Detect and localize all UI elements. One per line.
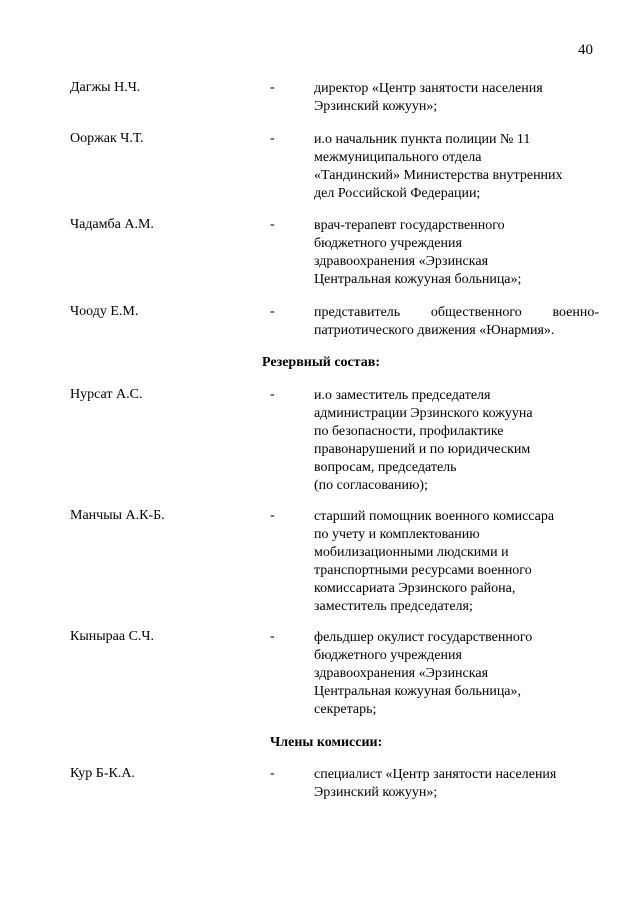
role-line: старший помощник военного комиссара: [314, 509, 555, 524]
role-line: представитель общественного военно-: [314, 305, 599, 320]
members-heading: Члены комиссии:: [270, 735, 383, 750]
role-line: здравоохранения «Эрзинская: [314, 666, 489, 681]
role-line: Центральная кожууная больница»,: [314, 684, 522, 699]
role-line: комиссариата Эрзинского района,: [314, 581, 516, 596]
role-line: врач-терапевт государственного: [314, 218, 505, 233]
role-line: вопросам, председатель: [314, 460, 457, 475]
person-name: Кыныраа С.Ч.: [70, 629, 155, 644]
role-line: по безопасности, профилактике: [314, 424, 504, 439]
role-line: заместитель председателя;: [314, 599, 473, 614]
person-name: Чооду Е.М.: [70, 304, 139, 319]
role-line: бюджетного учреждения: [314, 236, 462, 251]
person-role: [314, 131, 599, 203]
role-line: и.о заместитель председателя: [314, 388, 491, 403]
dash: -: [270, 304, 275, 319]
person-name: Чадамба А.М.: [70, 217, 154, 232]
dash: -: [270, 80, 275, 95]
role-line: Эрзинский кожуун»;: [314, 99, 438, 114]
role-line: патриотического движения «Юнармия».: [314, 323, 555, 338]
person-role: [314, 304, 599, 340]
role-line: бюджетного учреждения: [314, 648, 462, 663]
role-line: по учету и комплектованию: [314, 527, 480, 542]
person-role: [314, 217, 599, 289]
person-role: [314, 80, 599, 116]
role-line: дел Российской Федерации;: [314, 186, 481, 201]
role-line: «Тандинский» Министерства внутренних: [314, 168, 563, 183]
reserve-heading: Резервный состав:: [262, 355, 381, 370]
role-line: здравоохранения «Эрзинская: [314, 254, 489, 269]
person-role: [314, 766, 599, 802]
dash: -: [270, 387, 275, 402]
person-name: Дагжы Н.Ч.: [70, 80, 141, 95]
dash: -: [270, 217, 275, 232]
person-name: Нурсат А.С.: [70, 387, 143, 402]
role-line: (по согласованию);: [314, 478, 428, 493]
dash: -: [270, 766, 275, 781]
role-line: правонарушений и по юридическим: [314, 442, 531, 457]
role-line: специалист «Центр занятости населения: [314, 767, 557, 782]
role-line: администрации Эрзинского кожууна: [314, 406, 533, 421]
person-name: Ооржак Ч.Т.: [70, 131, 144, 146]
person-name: Кур Б-К.А.: [70, 766, 135, 781]
page-number: 40: [578, 42, 593, 58]
person-role: [314, 629, 599, 719]
dash: -: [270, 508, 275, 523]
role-line: транспортными ресурсами военного: [314, 563, 532, 578]
role-line: мобилизационными людскими и: [314, 545, 509, 560]
person-role: [314, 387, 599, 495]
dash: -: [270, 131, 275, 146]
role-line: директор «Центр занятости населения: [314, 81, 543, 96]
role-line: межмуниципального отдела: [314, 150, 482, 165]
role-line: секретарь;: [314, 702, 377, 717]
person-role: [314, 508, 599, 616]
role-line: Центральная кожууная больница»;: [314, 272, 522, 287]
dash: -: [270, 629, 275, 644]
person-name: Манчыы А.К-Б.: [70, 508, 165, 523]
role-line: фельдшер окулист государственного: [314, 630, 533, 645]
role-line: и.о начальник пункта полиции № 11: [314, 132, 531, 147]
role-line: Эрзинский кожуун»;: [314, 785, 438, 800]
